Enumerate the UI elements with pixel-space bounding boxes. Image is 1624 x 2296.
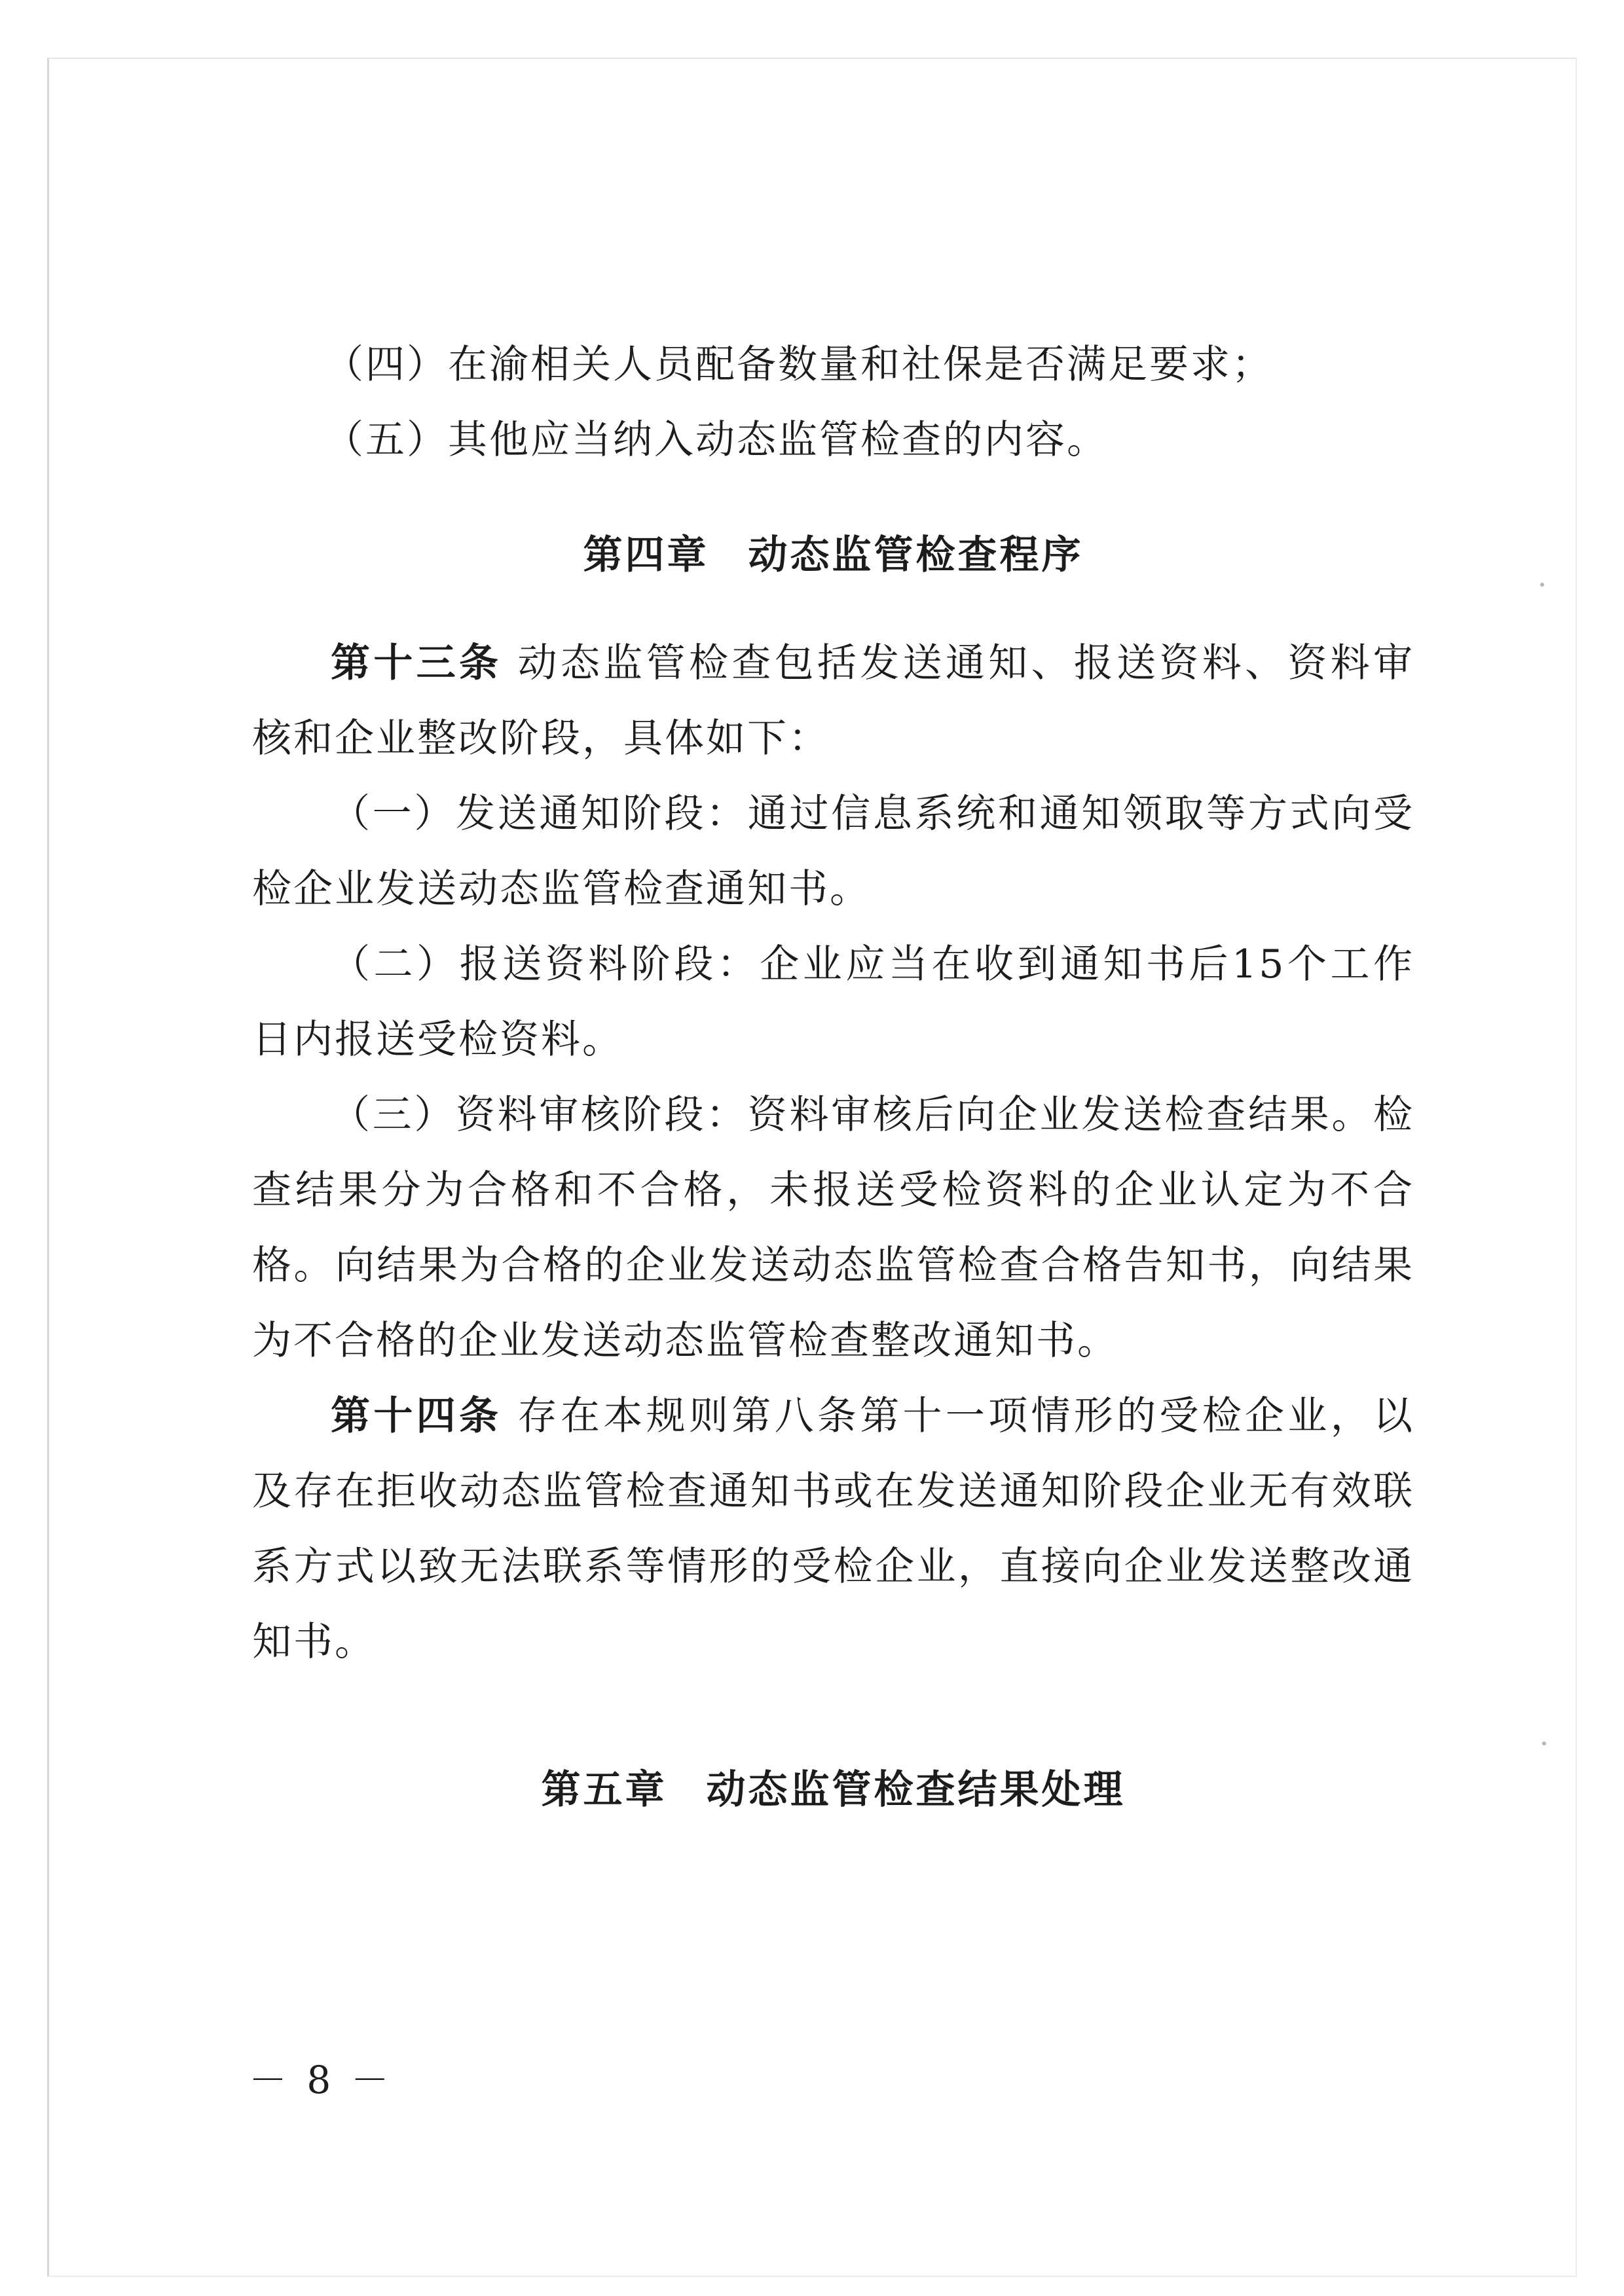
- chapter-5-title: 动态监管检查结果处理: [706, 1767, 1126, 1813]
- article-13-item-2: （二）报送资料阶段：企业应当在收到通知书后15个工作日内报送受检资料。: [252, 941, 1414, 1063]
- document-page: [252, 327, 1414, 1815]
- article-13-item-1: （一）发送通知阶段：通过信息系统和通知领取等方式向受检企业发送动态监管检查通知书。: [252, 791, 1414, 912]
- article-14-label: 第十四条: [331, 1393, 502, 1439]
- chapter-4-title: 动态监管检查程序: [748, 532, 1084, 578]
- chapter-4-heading: [252, 524, 1414, 580]
- list-item-5: （五）其他应当纳入动态监管检查的内容。: [324, 417, 1108, 463]
- article-14-text: 存在本规则第八条第十一项情形的受检企业，以及存在拒收动态监管检查通知书或在发送通知阶段企业无有效联系方式以致无法联系等情形的受检企业，直接向企业发送整改通知书。: [252, 1393, 1415, 1665]
- page-number: － 8 －: [249, 2058, 393, 2102]
- scan-speck: [1540, 583, 1544, 587]
- article-14: [252, 1379, 1414, 1680]
- chapter-5-heading: [252, 1758, 1414, 1815]
- article-13-text: 动态监管检查包括发送通知、报送资料、资料审核和企业整改阶段，具体如下：: [252, 640, 1415, 761]
- article-13: [252, 626, 1414, 776]
- chapter-4-number: 第四章: [583, 532, 709, 578]
- article-13-item-3: （三）资料审核阶段：资料审核后向企业发送检查结果。检查结果分为合格和不合格，未报送受检资料的企业认定为不合格。向结果为合格的企业发送动态监管检查合格告知书，向结果为不合格的企业发送动态监管检查整改通知书。: [252, 1092, 1414, 1364]
- chapter-5-number: 第五章: [541, 1767, 667, 1813]
- scan-speck: [1542, 1741, 1546, 1745]
- list-item-4: （四）在渝相关人员配备数量和社保是否满足要求；: [324, 342, 1273, 388]
- article-13-label: 第十三条: [331, 640, 502, 686]
